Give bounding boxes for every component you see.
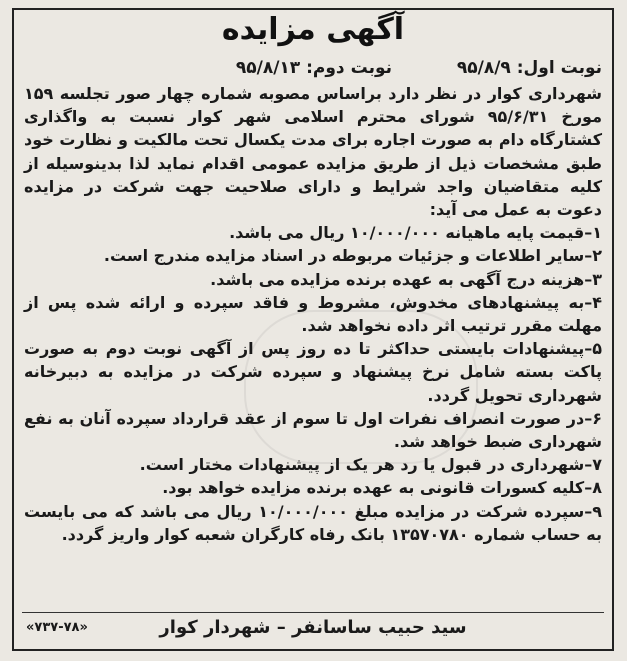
- notice-item-3: ۳–هزینه درج آگهی به عهده برنده مزایده می باشد.: [210, 269, 602, 289]
- first-turn-date: نوبت اول: ۹۵/۸/۹: [456, 58, 602, 78]
- notice-item-1: ۱–قیمت پایه ماهیانه ۱۰/۰۰۰/۰۰۰ ریال می باشد.: [229, 223, 602, 243]
- notice-title: آگهی مزایده: [221, 12, 405, 47]
- signature-line: سید حبیب ساسانفر – شهردار کوار: [159, 617, 467, 638]
- notice-footer: [22, 612, 604, 643]
- notice-frame: [12, 8, 614, 651]
- notice-body: [24, 82, 602, 546]
- notice-item-8: ۸–کلیه کسورات قانونی به عهده برنده مزایده خواهد بود.: [162, 478, 602, 498]
- notice-item-7: ۷–شهرداری در قبول یا رد هر یک از پیشنهادات مختار است.: [139, 455, 602, 475]
- notice-intro: شهرداری کوار در نظر دارد براساس مصوبه شماره چهار صور تجلسه ۱۵۹ مورخ ۹۵/۶/۳۱ شورای محترم اسلامی شهر کوار نسبت به واگذاری کشتارگاه دام به صورت اجاره برای مدت یکسال تحت مالکیت و نظارت خود طبق مشخصات ذیل از طریق مزایده عمومی اقدام نماید لذا بدینوسیله از کلیه متقاضیان واجد شرایط و دارای صلاحیت جهت شرکت در مزایده دعوت به عمل می آید:: [24, 84, 602, 220]
- notice-code: «۷۳۷-۷۸»: [26, 620, 88, 635]
- notice-item-6: ۶–در صورت انصراف نفرات اول تا سوم از عقد قرارداد سپرده آنان به نفع شهرداری ضبط خواهد شد.: [24, 408, 602, 452]
- second-turn-date: نوبت دوم: ۹۵/۸/۱۳: [235, 58, 392, 78]
- notice-item-2: ۲–سایر اطلاعات و جزئیات مربوطه در اسناد مزایده مندرج است.: [103, 246, 602, 266]
- notice-item-4: ۴–به پیشنهادهای مخدوش، مشروط و فاقد سپرده و ارائه شده پس از مهلت مقرر ترتیب اثر داده نخواهد شد.: [24, 292, 602, 336]
- notice-item-9: ۹–سپرده شرکت در مزایده مبلغ ۱۰/۰۰۰/۰۰۰ ریال می باشد که می بایست به حساب شماره ۱۳۵۷۰۷۸۰ بانک رفاه کارگران شعبه کوار واریز گردد.: [24, 501, 602, 544]
- notice-item-5: ۵–پیشنهادات بایستی حداکثر تا ده روز پس از آگهی نوبت دوم به صورت پاکت بسته شامل نرخ پیشنهاد و سپرده شرکت در مزایده به دبیرخانه شهرداری تحویل گردد.: [24, 339, 602, 405]
- publication-dates: [22, 54, 602, 82]
